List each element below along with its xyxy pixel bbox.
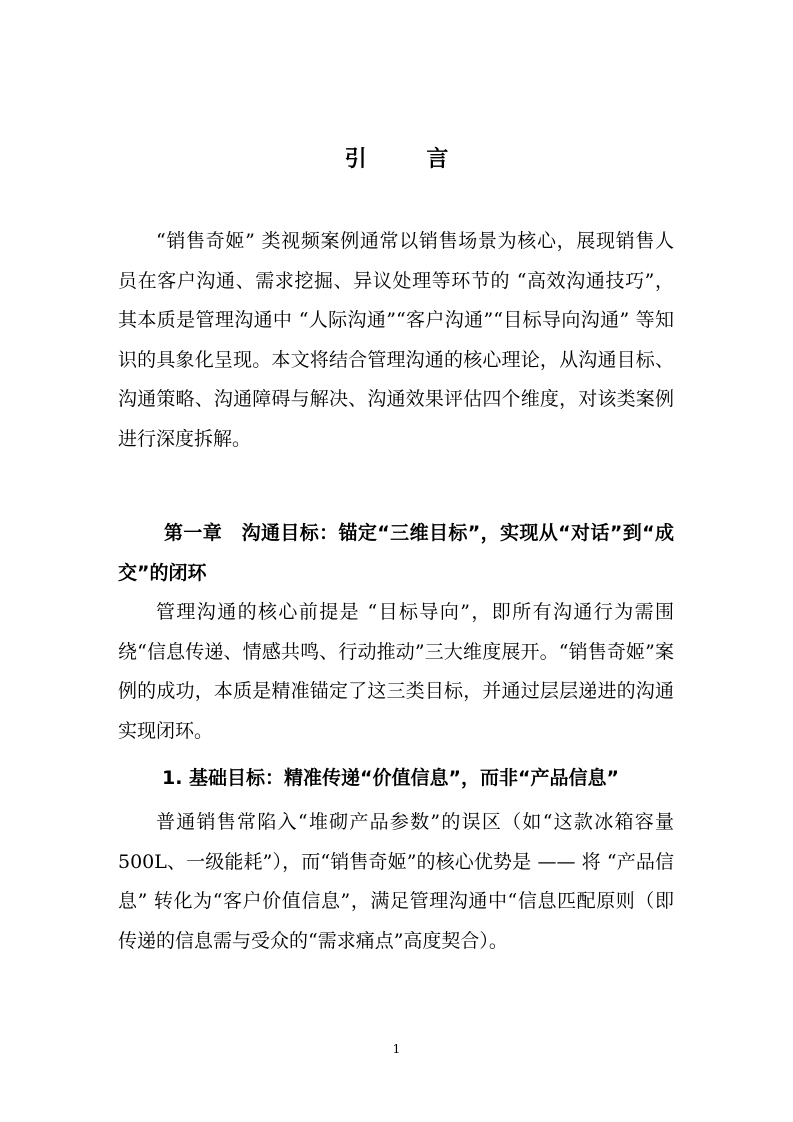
intro-paragraph: “销售奇姬” 类视频案例通常以销售场景为核心，展现销售人员在客户沟通、需求挖掘、异议处理等环节的 “高效沟通技巧”，其本质是管理沟通中 “人际沟通”“客户沟通”“目标导向沟通” 等知识的具象化呈现。本文将结合管理沟通的核心理论，从沟通目标、沟通策略、沟通障碍与解决、沟通效果评估四个维度，对该类案例进行深度拆解。 [118,230,674,450]
section-paragraph: 普通销售常陷入“堆砌产品参数”的误区（如“这款冰箱容量 500L、一级能耗”），而“销售奇姬”的核心优势是 —— 将 “产品信息” 转化为“客户价值信息”，满足管理沟通中“信息匹配原则（即传递的信息需与受众的“需求痛点”高度契合）。 [118,811,674,952]
page-number: 1 [392,1042,401,1056]
chapter-heading: 第一章 沟通目标：锚定“三维目标”，实现从“对话”到“成交”的闭环 [118,522,674,584]
chapter-paragraph: 管理沟通的核心前提是 “目标导向”，即所有沟通行为需围绕“信息传递、情感共鸣、行动推动”三大维度展开。“销售奇姬”案例的成功，本质是精准锚定了这三类目标，并通过层层递进的沟通实现闭环。 [118,601,674,742]
page-title: 引 言 [344,147,475,172]
section-heading: 1. 基础目标：精准传递“价值信息”，而非“产品信息” [162,767,620,789]
